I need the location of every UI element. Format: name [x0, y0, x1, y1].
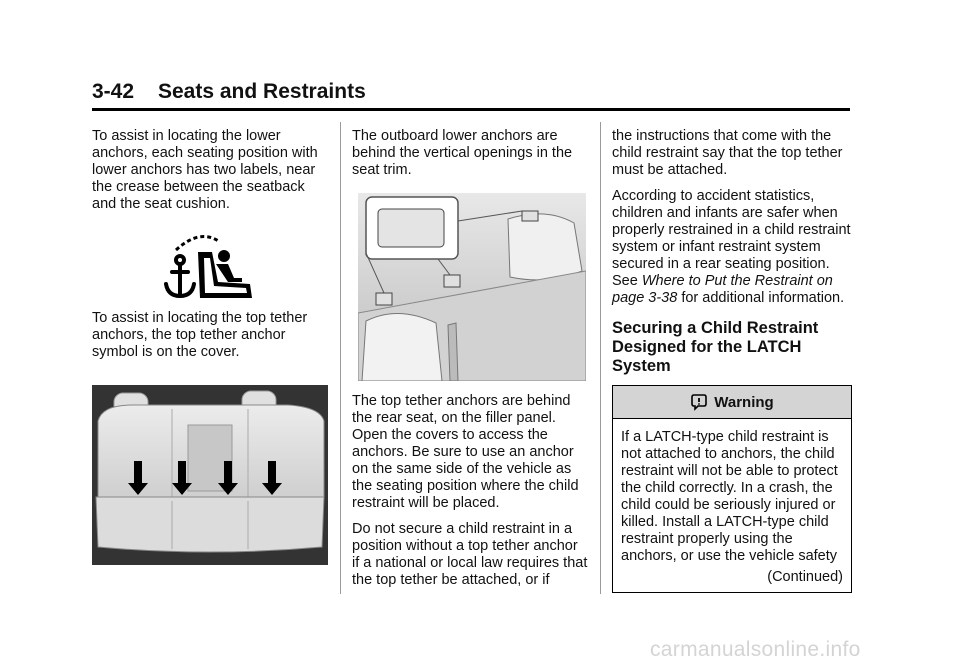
lower-anchor-symbol-icon: [92, 222, 328, 310]
section-heading: Securing a Child Restraint Designed for the LATCH System: [612, 319, 819, 375]
column-divider: [340, 122, 341, 594]
warning-header: [613, 386, 851, 419]
paragraph: The outboard lower anchors are behind the vertical openings in the seat trim.: [352, 128, 573, 178]
column-divider: [600, 122, 601, 594]
warning-box: [612, 385, 852, 593]
warning-text: If a LATCH-type child restraint is not attached to anchors, the child restraint will not be able to protect the child correctly. In a crash, the child could be seriously injured or killed. Install a LATCH-type child restraint properly using the anchors, or use the vehicle safety: [621, 429, 838, 564]
paragraph: According to accident statistics, children and infants are safer when properly restrained in a child restraint system or infant restraint system secured in a rear seating position. See Where to Put the Restraint on page 3-38 for additional information.: [612, 188, 851, 306]
warning-body: [613, 419, 851, 592]
cross-reference-link[interactable]: Where to Put the Restraint on page 3-38: [612, 273, 833, 306]
column-1: [92, 128, 328, 565]
seat-trim-anchor-illustration: [358, 193, 586, 381]
paragraph: the instructions that come with the child restraint say that the top tether must be attached.: [612, 128, 843, 178]
continued-label: (Continued): [767, 569, 843, 585]
paragraph: To assist in locating the lower anchors, each seating position with lower anchors has two labels, near the crease between the seatback and the seat cushion.: [92, 128, 318, 212]
watermark: carmanualsonline.info: [650, 638, 861, 661]
column-2: [352, 128, 588, 598]
page-header: [92, 80, 850, 111]
page-number: 3-42: [92, 80, 135, 103]
child-seat-icon: [198, 250, 252, 298]
rear-seat-illustration: [92, 385, 328, 565]
anchor-icon: [166, 256, 194, 296]
column-3: [612, 128, 852, 593]
paragraph: Do not secure a child restraint in a position without a top tether anchor if a national or local law requires that the top tether be attached, or if: [352, 521, 588, 588]
section-title: Seats and Restraints: [158, 80, 366, 103]
paragraph: The top tether anchors are behind the rear seat, on the filler panel. Open the covers to access the anchors. Be sure to use an anchor on the same side of the vehicle as the seating position where the child restraint will be placed.: [352, 393, 579, 511]
warning-title: Warning: [714, 393, 774, 411]
paragraph: To assist in locating the top tether anchors, the top tether anchor symbol is on the cover.: [92, 310, 308, 360]
warning-icon: [690, 393, 708, 411]
